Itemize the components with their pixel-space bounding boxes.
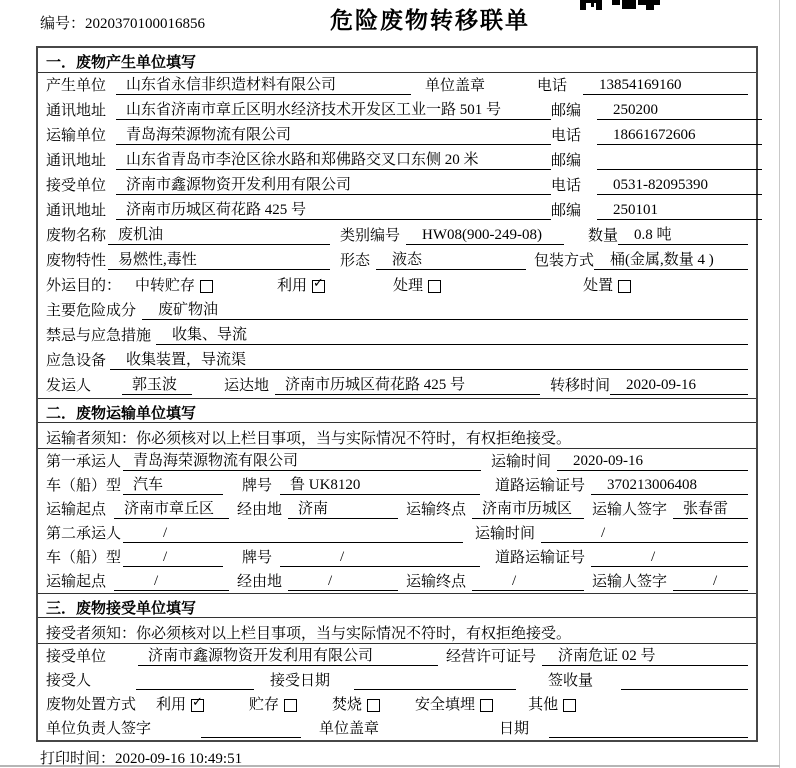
route1-end-value: 济南市历城区 — [472, 497, 584, 519]
accepting-unit-label: 接受单位 — [46, 649, 107, 665]
section1-header: 一．废物产生单位填写 — [38, 48, 756, 73]
vehicle-type-value: 汽车 — [123, 473, 223, 495]
vehicle-type2-value: / — [123, 549, 223, 567]
acceptor-label: 接受人 — [46, 673, 92, 689]
disposal-other-checkbox — [563, 699, 576, 712]
waste-traits-value: 易燃性,毒性 — [108, 248, 330, 270]
receiver-value: 济南市鑫源物资开发利用有限公司 — [116, 173, 551, 195]
receiver-address-row — [38, 198, 756, 223]
packaging-value: 桶(金属,数量 4 ) — [594, 248, 748, 270]
receiver-notice-label: 接受者须知： — [46, 626, 137, 642]
second-carrier-label: 第二承运人 — [46, 526, 122, 542]
producer-address-value: 山东省济南市章丘区明水经济技术开发区工业一路 501 号 — [116, 98, 551, 120]
responsible-sign-value — [201, 722, 301, 738]
disposal-option-utilize: 利用 — [156, 697, 187, 713]
checkmark-icon: ✓ — [313, 276, 324, 291]
purpose-transfer-storage-checkbox — [200, 280, 213, 293]
packaging-label: 包装方式 — [534, 253, 595, 269]
producer-address-label: 通讯地址 — [46, 103, 107, 119]
emergency-equipment-row — [38, 348, 756, 373]
waste-traits-row — [38, 248, 756, 273]
receiver-notice-text: 你必须核对以上栏目事项，当与实际情况不符时，有权拒绝接受。 — [136, 626, 572, 642]
waste-name-label: 废物名称 — [46, 228, 107, 244]
serial-value: 2020370100016856 — [85, 16, 206, 32]
waste-form-value: 液态 — [376, 248, 526, 270]
route2-via-value: / — [288, 573, 398, 591]
route1-end-label: 运输终点 — [406, 502, 467, 518]
vehicle-type2-row — [38, 545, 756, 569]
purpose-option-transfer-storage: 中转贮存 — [135, 278, 196, 294]
transfer-purpose-label: 外运目的： — [46, 278, 122, 294]
route1-via-label: 经由地 — [237, 502, 283, 518]
receiver-row — [38, 173, 756, 198]
route1-via-value: 济南 — [288, 497, 398, 519]
shipper-label: 发运人 — [46, 378, 92, 394]
waste-name-value: 废机油 — [108, 223, 330, 245]
hazard-component-label: 主要危险成分 — [46, 303, 137, 319]
print-time-value: 2020-09-16 10:49:51 — [115, 751, 243, 767]
qr-code-fragment — [578, 0, 670, 11]
license-label: 经营许可证号 — [446, 649, 537, 665]
second-carrier-row — [38, 521, 756, 545]
purpose-option-dispose: 处置 — [583, 278, 614, 294]
producer-seal-label: 单位盖章 — [425, 78, 486, 94]
first-carrier-row — [38, 449, 756, 473]
signed-amount-value — [621, 674, 748, 690]
acceptor-row — [38, 668, 756, 692]
receiver-tel-value: 0531-82095390 — [597, 177, 762, 195]
route2-start-label: 运输起点 — [46, 574, 107, 590]
purpose-option-treat: 处理 — [393, 278, 424, 294]
receiver-label: 接受单位 — [46, 178, 107, 194]
transporter-value: 青岛海荣源物流有限公司 — [116, 123, 551, 145]
transfer-purpose-row — [38, 273, 756, 298]
serial-label: 编号： — [40, 16, 86, 32]
producer-zip-value: 250200 — [597, 102, 762, 120]
transporter-notice-label: 运输者须知： — [46, 431, 137, 447]
emergency-measures-row — [38, 323, 756, 348]
route2-end-value: / — [472, 573, 584, 591]
transporter-tel-label: 电话 — [551, 128, 582, 144]
road-permit2-label: 道路运输证号 — [495, 550, 586, 566]
waste-qty-label: 数量 — [588, 228, 619, 244]
transporter-label: 运输单位 — [46, 128, 107, 144]
disposal-method-label: 废物处置方式 — [46, 697, 137, 713]
transporter-notice-row — [38, 423, 756, 449]
accepting-unit-value: 济南市鑫源物资开发利用有限公司 — [138, 644, 438, 666]
plate-label: 牌号 — [242, 478, 273, 494]
route1-row — [38, 497, 756, 521]
transfer-time-value: 2020-09-16 — [610, 377, 748, 395]
section2-header: 二．废物运输单位填写 — [38, 398, 756, 423]
producer-value: 山东省永信非织造材料有限公司 — [116, 73, 411, 95]
checkmark-icon: ✓ — [192, 695, 203, 710]
signoff-date-label: 日期 — [499, 721, 530, 737]
accept-date-label: 接受日期 — [270, 673, 331, 689]
license-value: 济南危证 02 号 — [542, 644, 748, 666]
accept-date-value — [354, 674, 516, 690]
route2-start-value: / — [114, 573, 229, 591]
producer-row — [38, 73, 756, 98]
purpose-option-utilize: 利用 — [277, 278, 308, 294]
receiver-address-value: 济南市历城区荷花路 425 号 — [116, 198, 551, 220]
route2-sign-label: 运输人签字 — [592, 574, 668, 590]
receiver-zip-label: 邮编 — [551, 203, 582, 219]
transfer-time-label: 转移时间 — [550, 378, 611, 394]
producer-address-row — [38, 98, 756, 123]
route1-start-value: 济南市章丘区 — [114, 497, 229, 519]
hazard-component-value: 废矿物油 — [142, 298, 748, 320]
purpose-treat-checkbox — [428, 280, 441, 293]
transport-time-label: 运输时间 — [491, 454, 552, 470]
plate2-value: / — [280, 549, 480, 567]
purpose-dispose-checkbox — [618, 280, 631, 293]
page-title: 危险废物转移联单 — [330, 8, 530, 33]
producer-tel-value: 13854169160 — [583, 77, 748, 95]
transporter-zip-value — [597, 154, 762, 170]
shipper-row — [38, 373, 756, 398]
second-carrier-value: / — [123, 525, 463, 543]
transporter-tel-value: 18661672606 — [597, 127, 762, 145]
receiver-address-label: 通讯地址 — [46, 203, 107, 219]
route2-row — [38, 569, 756, 593]
producer-zip-label: 邮编 — [551, 103, 582, 119]
page-edge-vertical — [779, 0, 780, 768]
serial-number-line — [40, 12, 205, 33]
route2-end-label: 运输终点 — [406, 574, 467, 590]
vehicle-type-label: 车（船）型 — [46, 478, 122, 494]
disposal-option-store: 贮存 — [249, 697, 280, 713]
transport-time2-value: / — [541, 525, 748, 543]
disposal-method-row — [38, 692, 756, 716]
transporter-row — [38, 123, 756, 148]
transporter-address-value: 山东省青岛市李沧区徐水路和郑佛路交叉口东侧 20 米 — [116, 148, 551, 170]
transporter-address-label: 通讯地址 — [46, 153, 107, 169]
purpose-utilize-checkbox-checked — [312, 276, 325, 293]
first-carrier-label: 第一承运人 — [46, 454, 122, 470]
vehicle-type-row — [38, 473, 756, 497]
producer-tel-label: 电话 — [537, 78, 568, 94]
waste-name-row — [38, 223, 756, 248]
signed-amount-label: 签收量 — [548, 673, 594, 689]
transporter-notice-text: 你必须核对以上栏目事项，当与实际情况不符时，有权拒绝接受。 — [136, 431, 572, 447]
signoff-date-value — [549, 722, 748, 738]
emergency-equipment-value: 收集装置，导流渠 — [110, 348, 748, 370]
transporter-zip-label: 邮编 — [551, 153, 582, 169]
emergency-measures-value: 收集、导流 — [156, 323, 748, 345]
road-permit-label: 道路运输证号 — [495, 478, 586, 494]
waste-qty-value: 0.8 吨 — [618, 223, 748, 245]
route1-start-label: 运输起点 — [46, 502, 107, 518]
emergency-measures-label: 禁忌与应急措施 — [46, 328, 152, 344]
plate2-label: 牌号 — [242, 550, 273, 566]
transporter-address-row — [38, 148, 756, 173]
manifest-form — [36, 46, 758, 742]
waste-traits-label: 废物特性 — [46, 253, 107, 269]
route2-sign-value: / — [673, 573, 748, 591]
section3-header: 三．废物接受单位填写 — [38, 593, 756, 618]
plate-value: 鲁 UK8120 — [280, 473, 480, 495]
acceptor-value — [136, 674, 254, 690]
emergency-equipment-label: 应急设备 — [46, 353, 107, 369]
waste-category-label: 类别编号 — [340, 228, 401, 244]
signoff-row — [38, 716, 756, 740]
shipper-value: 郭玉波 — [122, 373, 192, 395]
receiver-zip-value: 250101 — [597, 202, 762, 220]
disposal-option-incinerate: 焚烧 — [332, 697, 363, 713]
road-permit-value: 370213006408 — [591, 477, 748, 495]
receiver-tel-label: 电话 — [551, 178, 582, 194]
receiver-notice-row — [38, 618, 756, 644]
waste-category-value: HW08(900-249-08) — [406, 227, 564, 245]
disposal-option-other: 其他 — [528, 697, 559, 713]
route1-sign-value: 张春雷 — [673, 497, 748, 519]
destination-value: 济南市历城区荷花路 425 号 — [275, 373, 540, 395]
transport-time-value: 2020-09-16 — [557, 453, 748, 471]
transport-time2-label: 运输时间 — [475, 526, 536, 542]
accepting-unit-row — [38, 644, 756, 668]
disposal-store-checkbox — [284, 699, 297, 712]
disposal-option-landfill: 安全填埋 — [415, 697, 476, 713]
unit-seal-label: 单位盖章 — [319, 721, 380, 737]
producer-label: 产生单位 — [46, 78, 107, 94]
route1-sign-label: 运输人签字 — [592, 502, 668, 518]
responsible-sign-label: 单位负责人签字 — [46, 721, 152, 737]
route2-via-label: 经由地 — [237, 574, 283, 590]
waste-form-label: 形态 — [340, 253, 371, 269]
print-time-label: 打印时间： — [40, 751, 116, 767]
disposal-utilize-checkbox-checked — [191, 695, 204, 712]
disposal-landfill-checkbox — [480, 699, 493, 712]
hazard-component-row — [38, 298, 756, 323]
destination-label: 运达地 — [224, 378, 270, 394]
vehicle-type2-label: 车（船）型 — [46, 550, 122, 566]
disposal-incinerate-checkbox — [367, 699, 380, 712]
road-permit2-value: / — [591, 549, 748, 567]
first-carrier-value: 青岛海荣源物流有限公司 — [123, 449, 481, 471]
print-time-line — [40, 747, 242, 768]
